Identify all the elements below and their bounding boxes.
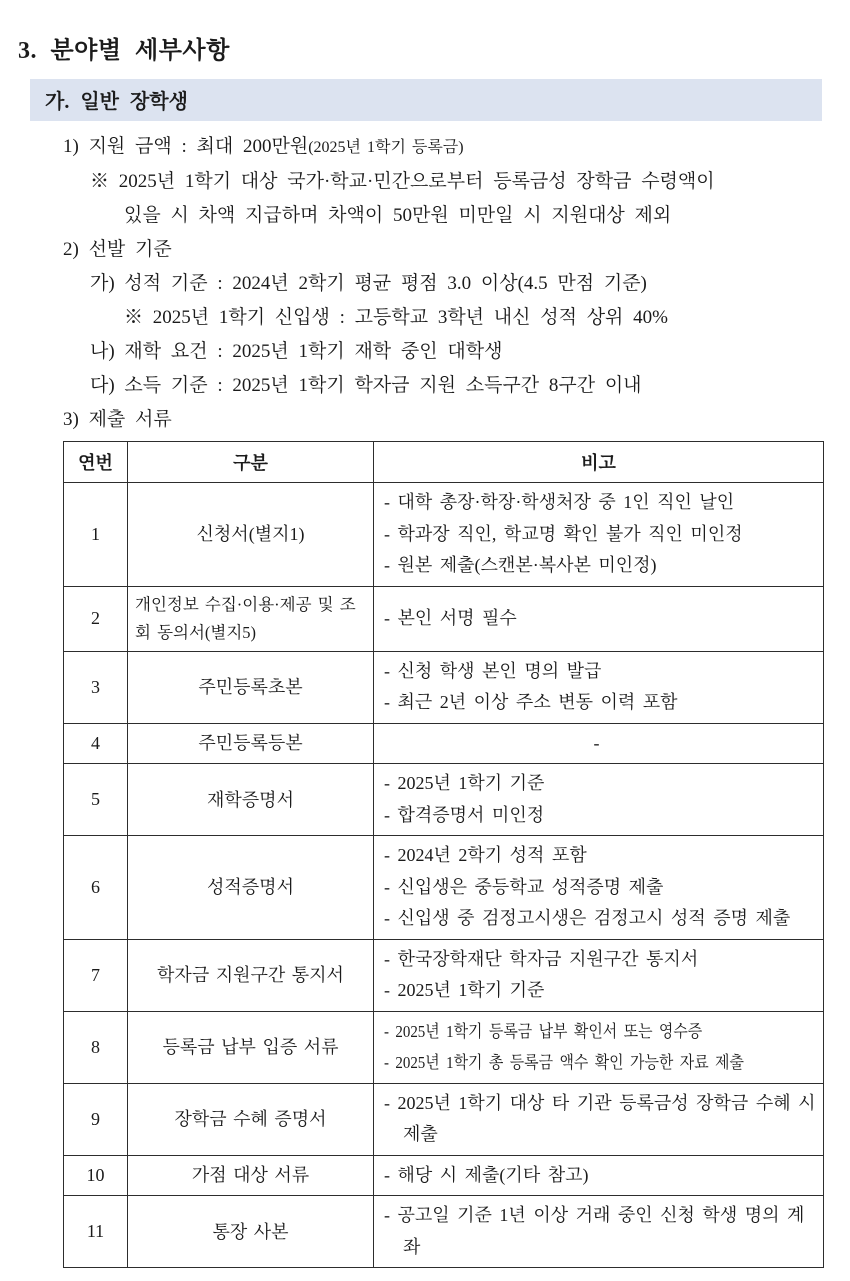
row-number: 4 — [64, 723, 128, 764]
table-row — [64, 1011, 824, 1083]
table-row — [64, 836, 824, 940]
col-header-notes: 비고 — [374, 442, 824, 483]
row-number: 11 — [64, 1196, 128, 1268]
note-line: - 2024년 2학기 성적 포함 — [384, 845, 587, 865]
row-category: 재학증명서 — [128, 764, 374, 836]
page-title: 3. 분야별 세부사항 — [18, 38, 230, 64]
row-number: 5 — [64, 764, 128, 836]
row-category: 주민등록초본 — [128, 651, 374, 723]
note-line: - 신입생은 중등학교 성적증명 제출 — [384, 876, 664, 897]
row-category: 성적증명서 — [128, 836, 374, 940]
note-line: - 2025년 1학기 총 등록금 액수 확인 가능한 자료 제출 — [384, 1053, 744, 1072]
note-line: - — [593, 732, 600, 753]
row-notes — [374, 1083, 824, 1155]
detail-line: 다) 소득 기준 : 2025년 1학기 학자금 지원 소득구간 8구간 이내 — [90, 375, 642, 396]
row-category: 등록금 납부 입증 서류 — [128, 1011, 374, 1083]
row-number: 2 — [64, 586, 128, 651]
detail-line: 2) 선발 기준 — [63, 239, 172, 260]
detail-list — [0, 130, 850, 437]
table-row — [64, 1196, 824, 1268]
table-row — [64, 939, 824, 1011]
table-row — [64, 586, 824, 651]
table-row — [64, 1083, 824, 1155]
col-header-no: 연번 — [64, 442, 128, 483]
documents-table — [63, 441, 824, 1268]
row-number: 7 — [64, 939, 128, 1011]
row-category: 개인정보 수집·이용·제공 및 조회 동의서(별지5) — [128, 586, 374, 651]
row-number: 10 — [64, 1155, 128, 1196]
section-header — [30, 79, 822, 121]
detail-line: 1) 지원 금액 : 최대 200만원(2025년 1학기 등록금) — [63, 136, 464, 157]
detail-line: 3) 제출 서류 — [63, 409, 172, 430]
note-line: - 2025년 1학기 등록금 납부 확인서 또는 영수증 — [384, 1021, 703, 1041]
document-page — [0, 30, 850, 1281]
row-notes — [374, 651, 824, 723]
row-category: 학자금 지원구간 통지서 — [128, 939, 374, 1011]
table-body — [64, 483, 824, 1268]
detail-line: ※ 2025년 1학기 신입생 : 고등학교 3학년 내신 성적 상위 40% — [124, 307, 668, 328]
row-category: 신청서(별지1) — [128, 483, 374, 587]
note-line: - 본인 서명 필수 — [384, 607, 517, 628]
table-row — [64, 764, 824, 836]
detail-line-paren: (2025년 1학기 등록금) — [308, 139, 464, 156]
row-number: 3 — [64, 651, 128, 723]
note-line: - 2025년 1학기 기준 — [384, 773, 545, 793]
detail-line: 있을 시 차액 지급하며 차액이 50만원 미만일 시 지원대상 제외 — [124, 205, 672, 226]
row-category: 장학금 수혜 증명서 — [128, 1083, 374, 1155]
note-line: - 해당 시 제출(기타 참고) — [384, 1164, 589, 1185]
row-notes — [374, 1196, 824, 1268]
section-header-label: 가. 일반 장학생 — [45, 91, 188, 113]
note-line: - 최근 2년 이상 주소 변동 이력 포함 — [384, 692, 678, 712]
note-line: - 2025년 1학기 대상 타 기관 등록금성 장학금 수혜 시 제출 — [384, 1092, 816, 1144]
note-line: - 2025년 1학기 기준 — [384, 980, 545, 1000]
row-number: 9 — [64, 1083, 128, 1155]
row-category: 주민등록등본 — [128, 723, 374, 764]
note-line: - 공고일 기준 1년 이상 거래 중인 신청 학생 명의 계좌 — [384, 1205, 805, 1257]
note-line: - 신입생 중 검정고시생은 검정고시 성적 증명 제출 — [384, 908, 791, 928]
row-notes — [374, 836, 824, 940]
row-number: 1 — [64, 483, 128, 587]
note-line: - 대학 총장·학장·학생처장 중 1인 직인 날인 — [384, 492, 735, 512]
table-row — [64, 483, 824, 587]
row-notes — [374, 939, 824, 1011]
note-line: - 원본 제출(스캔본·복사본 미인정) — [384, 555, 657, 575]
table-row — [64, 723, 824, 764]
row-notes — [374, 483, 824, 587]
table-row — [64, 651, 824, 723]
row-notes — [374, 586, 824, 651]
col-header-category: 구분 — [128, 442, 374, 483]
row-category: 통장 사본 — [128, 1196, 374, 1268]
row-number: 6 — [64, 836, 128, 940]
table-row — [64, 1155, 824, 1196]
row-notes — [374, 1011, 824, 1083]
note-line: - 학과장 직인, 학교명 확인 불가 직인 미인정 — [384, 523, 743, 544]
row-notes — [374, 764, 824, 836]
note-line: - 한국장학재단 학자금 지원구간 통지서 — [384, 948, 699, 969]
row-number: 8 — [64, 1011, 128, 1083]
row-notes — [374, 723, 824, 764]
note-line: - 신청 학생 본인 명의 발급 — [384, 660, 602, 681]
table-header-row — [64, 442, 824, 483]
detail-line: 가) 성적 기준 : 2024년 2학기 평균 평점 3.0 이상(4.5 만점 기준) — [90, 273, 647, 294]
row-notes — [374, 1155, 824, 1196]
detail-line: 나) 재학 요건 : 2025년 1학기 재학 중인 대학생 — [90, 341, 503, 362]
detail-line: ※ 2025년 1학기 대상 국가·학교·민간으로부터 등록금성 장학금 수령액이 — [90, 171, 715, 192]
row-category: 가점 대상 서류 — [128, 1155, 374, 1196]
note-line: - 합격증명서 미인정 — [384, 804, 545, 825]
